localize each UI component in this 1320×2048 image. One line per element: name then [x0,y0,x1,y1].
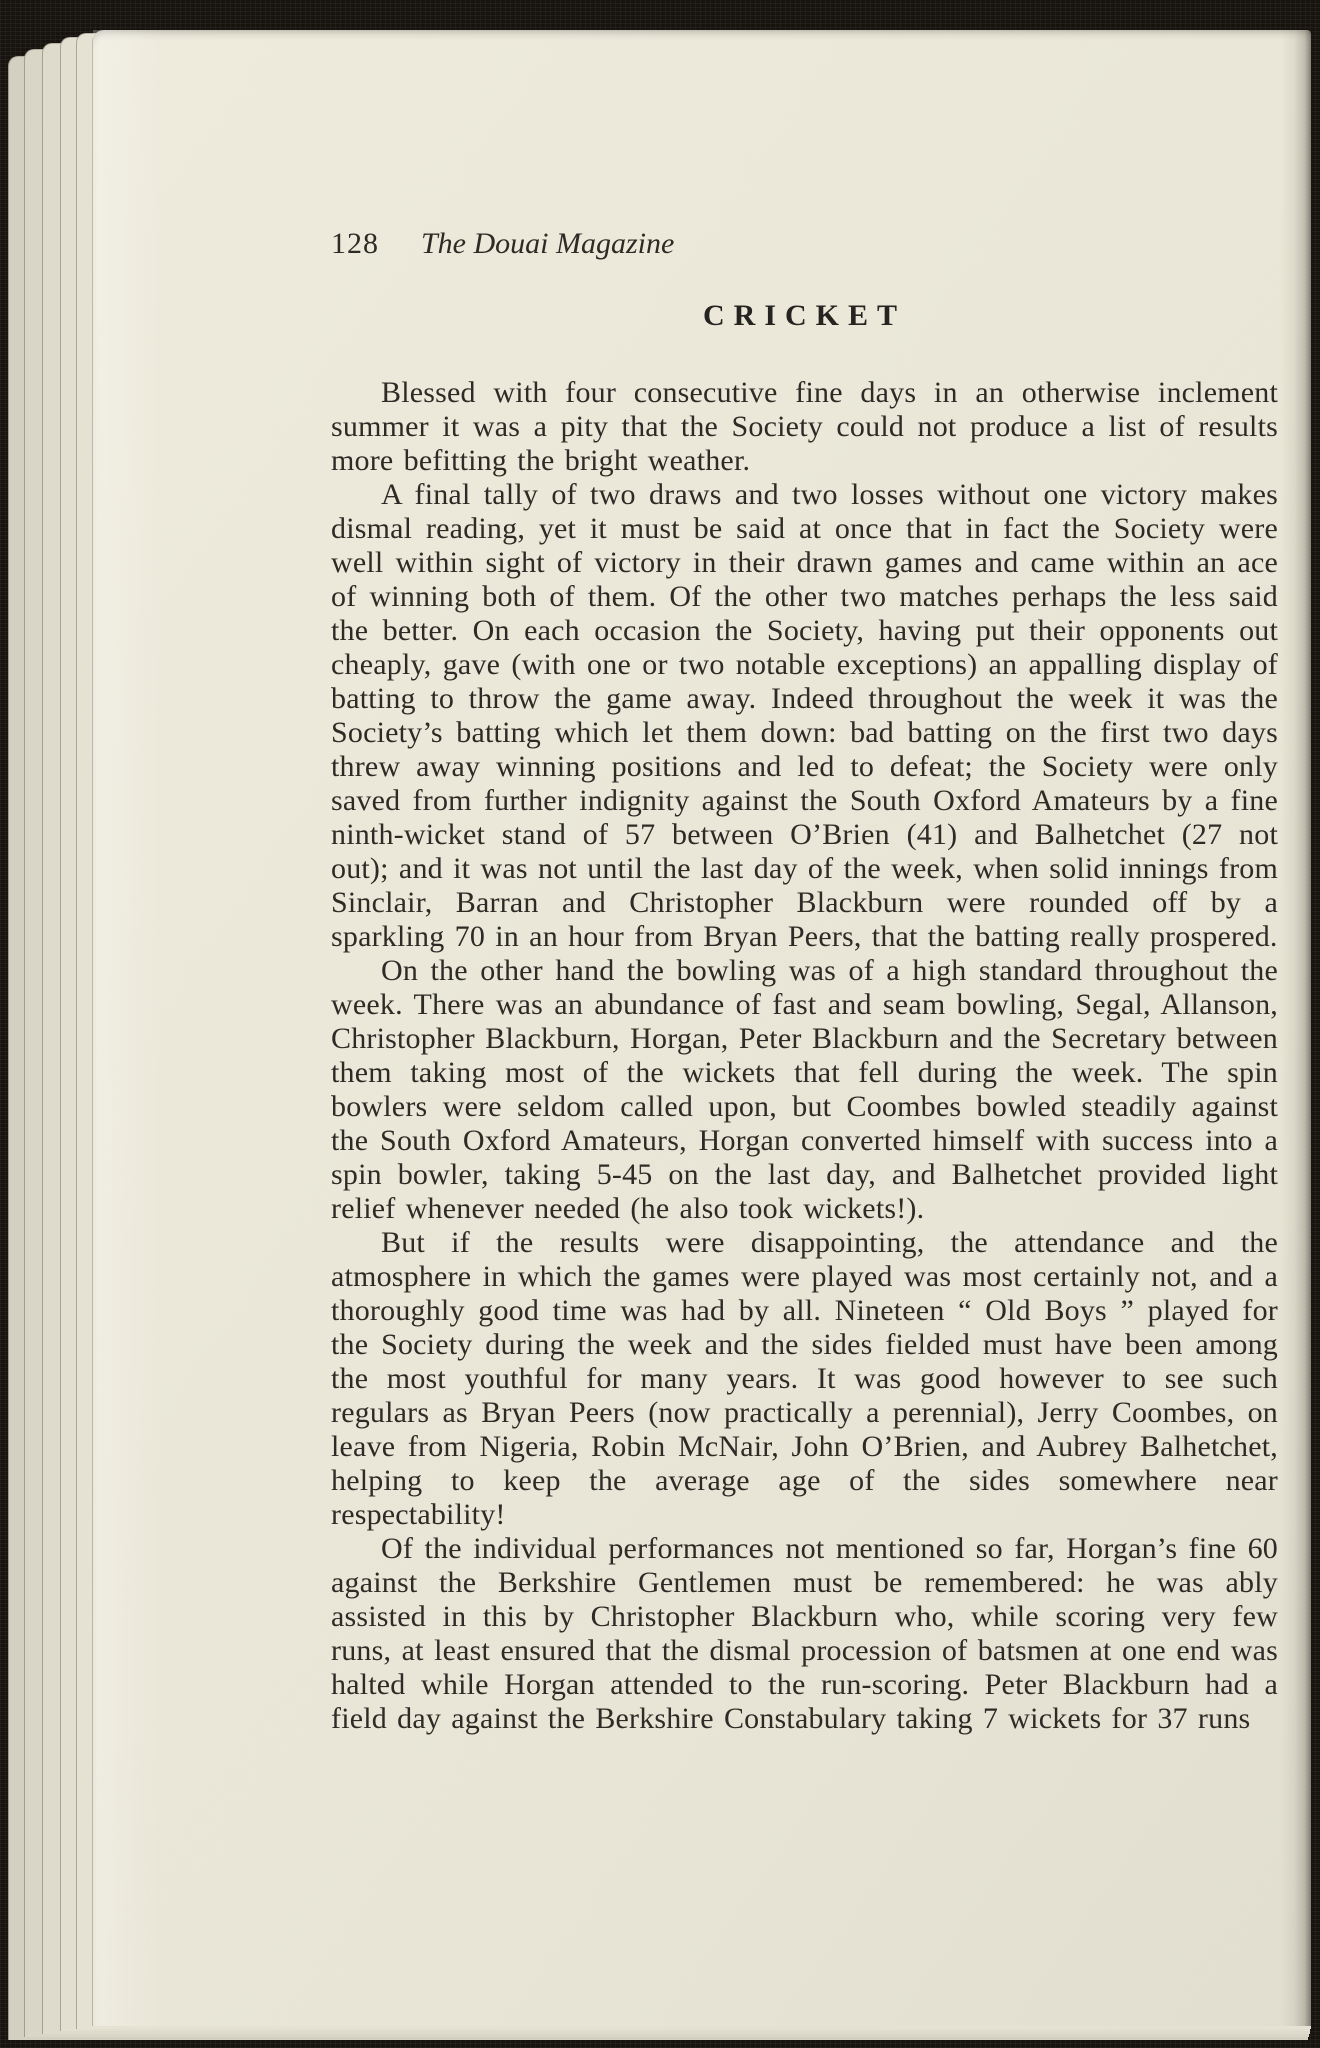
page-surface [92,30,1311,2026]
page-number: 128 [331,227,379,260]
article-title: CRICKET [702,299,907,332]
paragraph: A final tally of two draws and two losses without one victory makes dismal reading, yet it must be said at once that in fact the Society were well within sight of victory in their drawn games and came within an ace of winning both of them. Of the other two matches perhaps the less said the better. On each occasion the Society, having put their opponents out cheaply, gave (with one or two notable exceptions) an appalling display of batting to throw the game away. Indeed throughout the week it was the Society’s batting which let them down: bad batting on the first two days threw away winning positions and led to defeat; the Society were only saved from further indignity against the South Oxford Amateurs by a fine ninth-wicket stand of 57 between O’Brien (41) and Balhetchet (27 not out); and it was not until the last day of the week, when solid innings from Sinclair, Barran and Christopher Blackburn were rounded off by a sparkling 70 in an hour from Bryan Peers, that the batting really prospered. [331,478,1278,953]
paragraph: Blessed with four consecutive fine days in an otherwise inclement summer it was a pity that the Society could not produce a list of results more befitting the bright weather. [331,376,1278,477]
paragraph: Of the individual performances not mentioned so far, Horgan’s fine 60 against the Berkshire Gentlemen must be remembered: he was ably assisted in this by Christopher Blackburn who, while scoring very few runs, at least ensured that the dismal procession of batsmen at one end was halted while Horgan attended to the run-scoring. Peter Blackburn had a field day against the Berkshire Constabulary taking 7 wickets for 37 runs [331,1532,1278,1735]
page-text-block [331,226,1278,1736]
article-body [331,376,1278,1736]
running-head [331,226,1278,262]
paragraph: On the other hand the bowling was of a high standard throughout the week. There was an abundance of fast and seam bowling, Segal, Allanson, Christopher Blackburn, Horgan, Peter Blackburn and the Secretary between them taking most of the wickets that fell during the week. The spin bowlers were seldom called upon, but Coombes bowled steadily against the South Oxford Amateurs, Horgan converted himself with success into a spin bowler, taking 5-45 on the last day, and Balhetchet provided light relief whenever needed (he also took wickets!). [331,954,1278,1225]
magazine-title: The Douai Magazine [421,227,675,260]
paragraph: But if the results were disappointing, the attendance and the atmosphere in which the games were played was most certainly not, and a thoroughly good time was had by all. Nineteen “ Old Boys ” played for the Society during the week and the sides fielded must have been among the most youthful for many years. It was good however to see such regulars as Bryan Peers (now practically a perennial), Jerry Coombes, on leave from Nigeria, Robin McNair, John O’Brien, and Aubrey Balhetchet, helping to keep the average age of the sides somewhere near respectability! [331,1226,1278,1531]
